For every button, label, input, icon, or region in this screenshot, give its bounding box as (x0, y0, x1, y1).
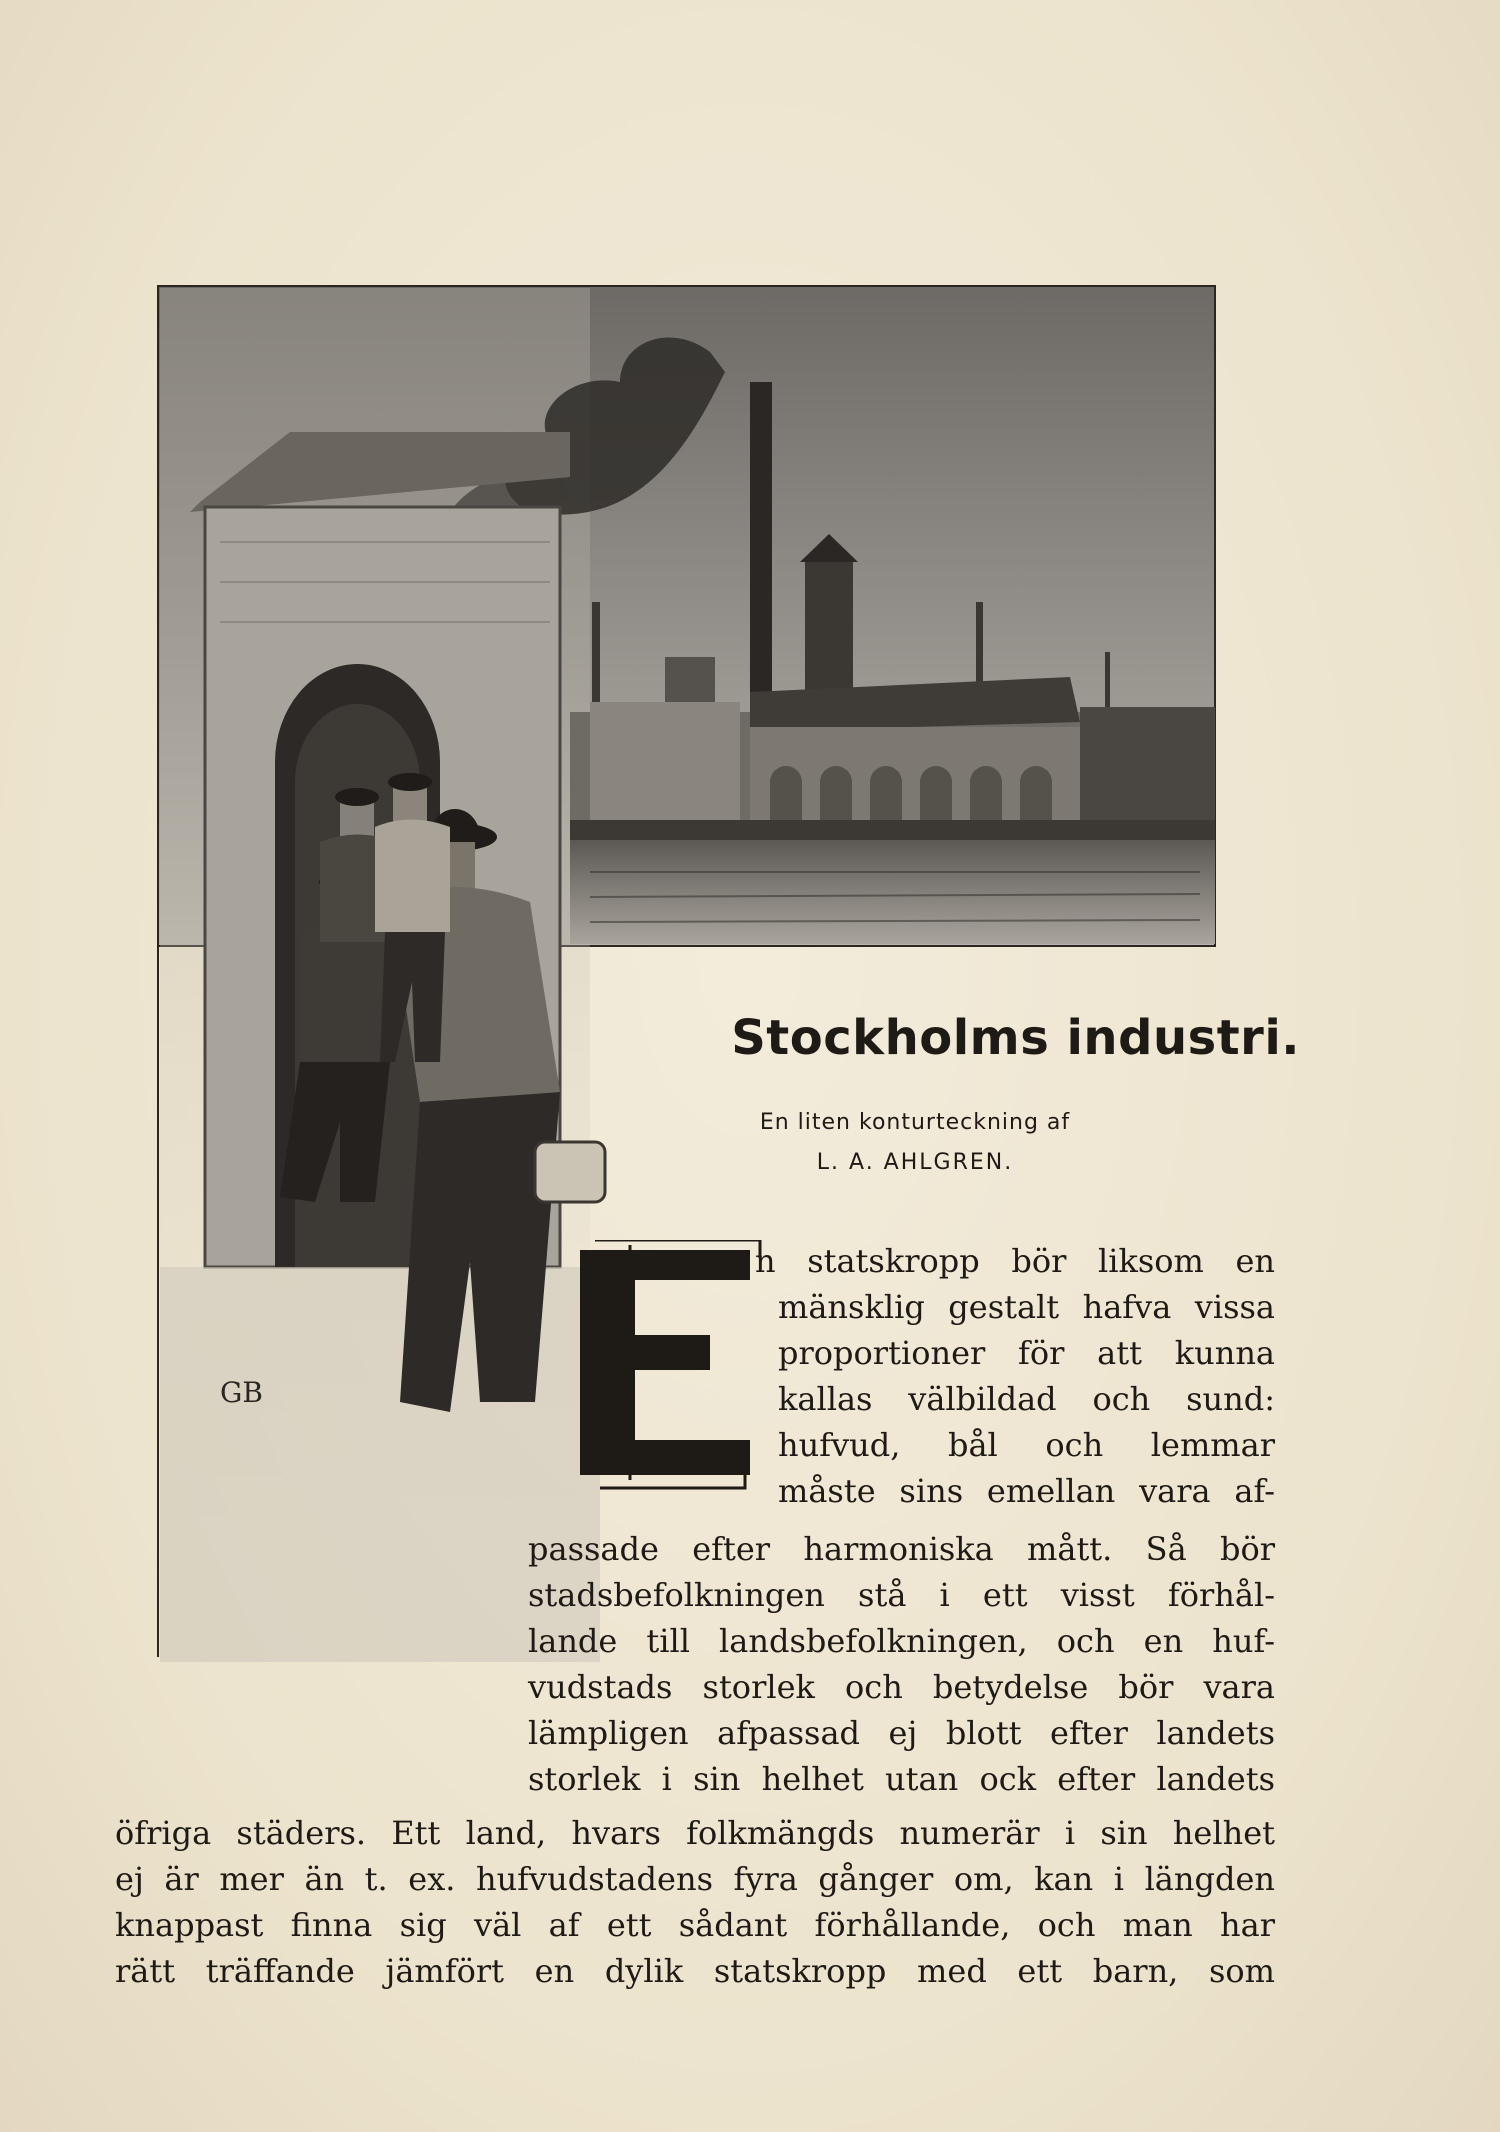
dropcap-letter-e (565, 1240, 765, 1490)
text-line: lämpligen afpassad ej blott efter landets (528, 1714, 1275, 1752)
text-line: proportioner för att kunna (778, 1334, 1275, 1372)
article-author: L. A. AHLGREN. (816, 1150, 1014, 1175)
text-line: öfriga städers. Ett land, hvars folkmängds numerär i sin helhet (115, 1814, 1275, 1852)
text-line: måste sins emellan vara af- (778, 1472, 1275, 1510)
text-line: n statskropp bör liksom en (755, 1242, 1275, 1280)
text-line: mänsklig gestalt hafva vissa (778, 1288, 1275, 1326)
article-subtitle: En liten konturteckning af (759, 1110, 1071, 1135)
text-line: rätt träffande jämfört en dylik statskropp med ett barn, som (115, 1952, 1275, 1990)
text-line: vudstads storlek och betydelse bör vara (528, 1668, 1275, 1706)
text-line: kallas välbildad och sund: (778, 1380, 1275, 1418)
text-line: knappast finna sig väl af ett sådant förhållande, och man har (115, 1906, 1275, 1944)
text-line: hufvud, bål och lemmar (778, 1426, 1275, 1464)
text-line: ej är mer än t. ex. hufvudstadens fyra gånger om, kan i längden (115, 1860, 1275, 1898)
text-line: lande till landsbefolkningen, och en huf- (528, 1622, 1275, 1660)
text-line: storlek i sin helhet utan ock efter landets (528, 1760, 1275, 1798)
article-title: Stockholms industri. (731, 1010, 1300, 1066)
artist-monogram: GB (220, 1376, 263, 1409)
text-line: passade efter harmoniska mått. Så bör (528, 1530, 1275, 1568)
factory-chimney (750, 382, 772, 742)
dropcap-text: E (565, 1240, 566, 1241)
text-line: stadsbefolkningen stå i ett visst förhål- (528, 1576, 1275, 1614)
harbour-water (570, 840, 1215, 944)
